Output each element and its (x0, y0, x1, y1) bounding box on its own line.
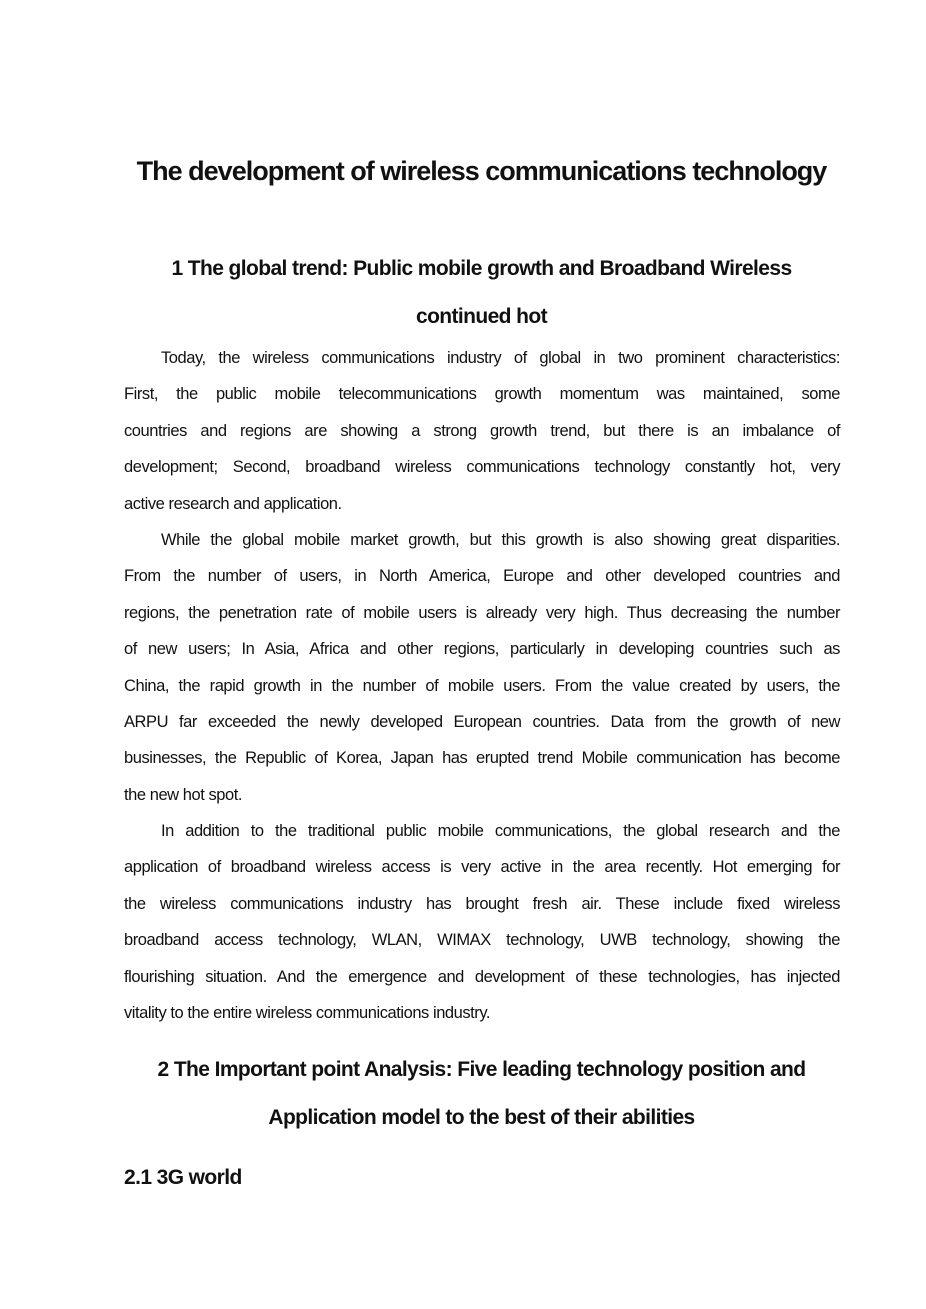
paragraph-line: flourishing situation. And the emergence and development of these technologies, has injected (124, 967, 840, 986)
paragraph-line: active research and application. (124, 494, 342, 513)
paragraph-line: While the global mobile market growth, but this growth is also showing great disparities. (161, 531, 840, 549)
paragraph-line: the new hot spot. (124, 785, 243, 804)
section-2-heading-line: Application model to the best of their abilities (268, 1106, 695, 1129)
paragraph-line: the wireless communications industry has brought fresh air. These include fixed wireless (124, 894, 840, 913)
paragraph-line: Today, the wireless communications industry of global in two prominent characteristics: (161, 349, 840, 367)
paragraph-line: From the number of users, in North America, Europe and other developed countries and (124, 567, 840, 586)
paragraph-2 (124, 522, 840, 813)
paragraph-line: countries and regions are showing a strong growth trend, but there is an imbalance of (124, 421, 840, 440)
paragraph-line: application of broadband wireless access is very active in the area recently. Hot emerging for (124, 858, 840, 877)
paragraph-line: broadband access technology, WLAN, WIMAX technology, UWB technology, showing the (124, 931, 840, 950)
paragraph-line: of new users; In Asia, Africa and other regions, particularly in developing countries such as (124, 640, 840, 659)
subsection-heading: 2.1 3G world (124, 1166, 242, 1189)
paragraph-line: ARPU far exceeded the newly developed European countries. Data from the growth of new (124, 712, 840, 731)
section-2-heading (100, 1046, 863, 1142)
paragraph-line: development; Second, broadband wireless communications technology constantly hot, very (124, 458, 840, 477)
paragraph-line: businesses, the Republic of Korea, Japan has erupted trend Mobile communication has become (124, 749, 840, 768)
paragraph-line: In addition to the traditional public mobile communications, the global research and the (161, 822, 840, 840)
paragraph-line: First, the public mobile telecommunications growth momentum was maintained, some (124, 385, 840, 404)
section-1-heading (100, 245, 863, 341)
paragraph-line: vitality to the entire wireless communications industry. (124, 1003, 491, 1022)
paragraph-1 (124, 340, 840, 522)
paragraph-3 (124, 813, 840, 1031)
section-1-heading-line: 1 The global trend: Public mobile growth and Broadband Wireless (171, 257, 792, 280)
paragraph-line: China, the rapid growth in the number of mobile users. From the value created by users, the (124, 676, 840, 695)
paragraph-line: regions, the penetration rate of mobile users is already very high. Thus decreasing the number (124, 603, 840, 622)
document-title: The development of wireless communications technology (136, 156, 827, 186)
section-1-heading-line: continued hot (415, 305, 547, 328)
section-2-heading-line: 2 The Important point Analysis: Five leading technology position and (157, 1058, 806, 1081)
